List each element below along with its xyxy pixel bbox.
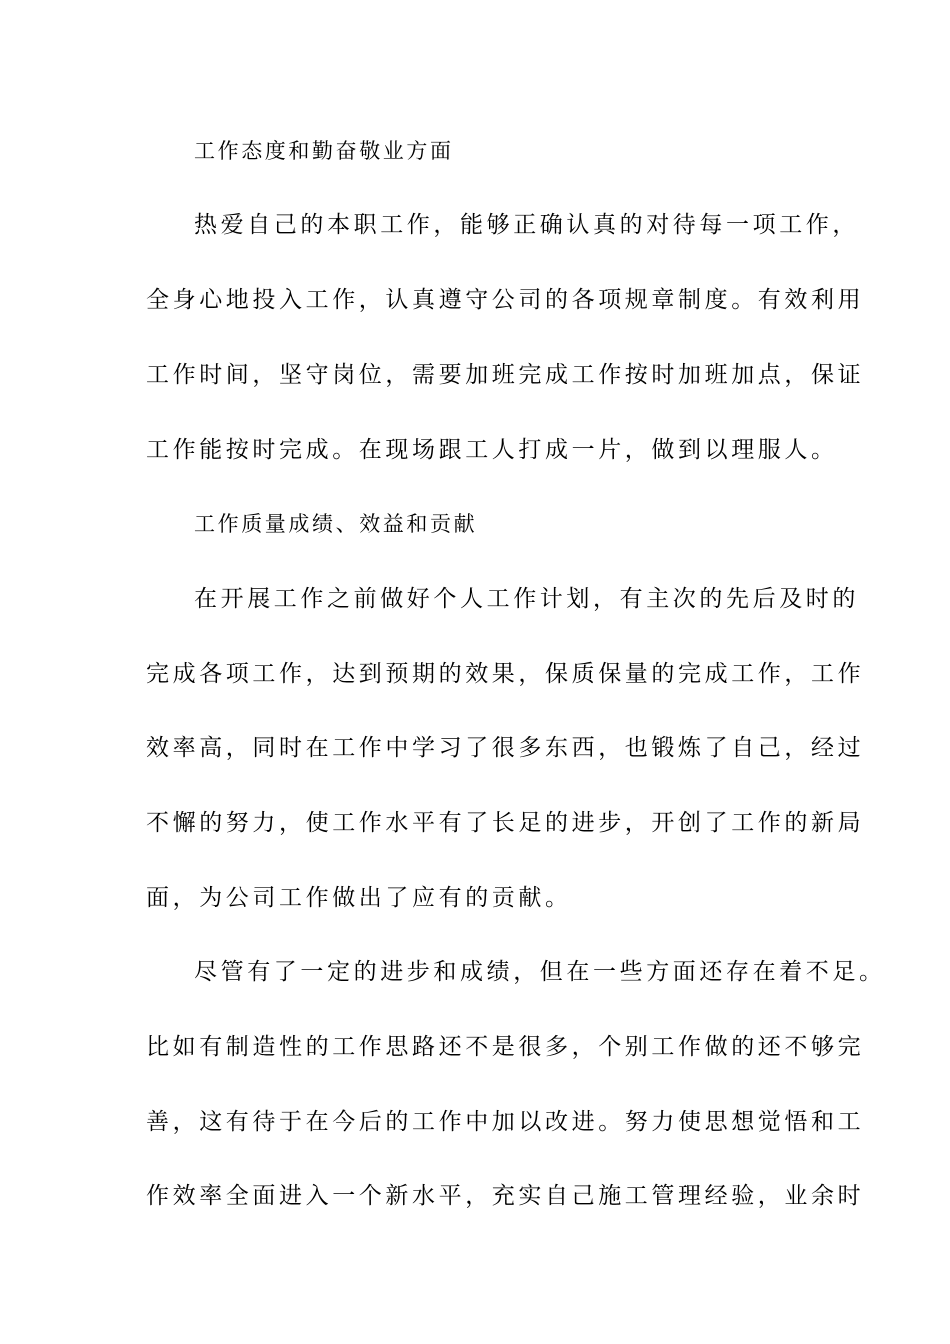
section-heading-quality: 工作质量成绩、效益和贡献 (194, 512, 478, 536)
paragraph-line: 热爱自己的本职工作，能够正确认真的对待每一项工作， (194, 212, 859, 238)
paragraph-line: 善，这有待于在今后的工作中加以改进。努力使思想觉悟和工 (146, 1109, 865, 1135)
paragraph-line: 作效率全面进入一个新水平，充实自己施工管理经验，业余时 (146, 1183, 865, 1209)
paragraph-line: 比如有制造性的工作思路还不是很多，个别工作做的还不够完 (146, 1034, 865, 1060)
paragraph-line: 完成各项工作，达到预期的效果，保质保量的完成工作，工作 (146, 661, 865, 687)
paragraph-line: 在开展工作之前做好个人工作计划，有主次的先后及时的 (194, 586, 859, 612)
paragraph-line: 工作能按时完成。在现场跟工人打成一片，做到以理服人。 (146, 437, 838, 463)
paragraph-line: 全身心地投入工作，认真遵守公司的各项规章制度。有效利用 (146, 287, 865, 313)
section-heading-attitude: 工作态度和勤奋敬业方面 (194, 139, 454, 163)
paragraph-line: 不懈的努力，使工作水平有了长足的进步，开创了工作的新局 (146, 810, 865, 836)
paragraph-line: 面，为公司工作做出了应有的贡献。 (146, 885, 572, 911)
paragraph-line: 工作时间，坚守岗位，需要加班完成工作按时加班加点，保证 (146, 362, 865, 388)
paragraph-line: 效率高，同时在工作中学习了很多东西，也锻炼了自己，经过 (146, 735, 865, 761)
paragraph-line: 尽管有了一定的进步和成绩，但在一些方面还存在着不足。 (194, 959, 886, 985)
